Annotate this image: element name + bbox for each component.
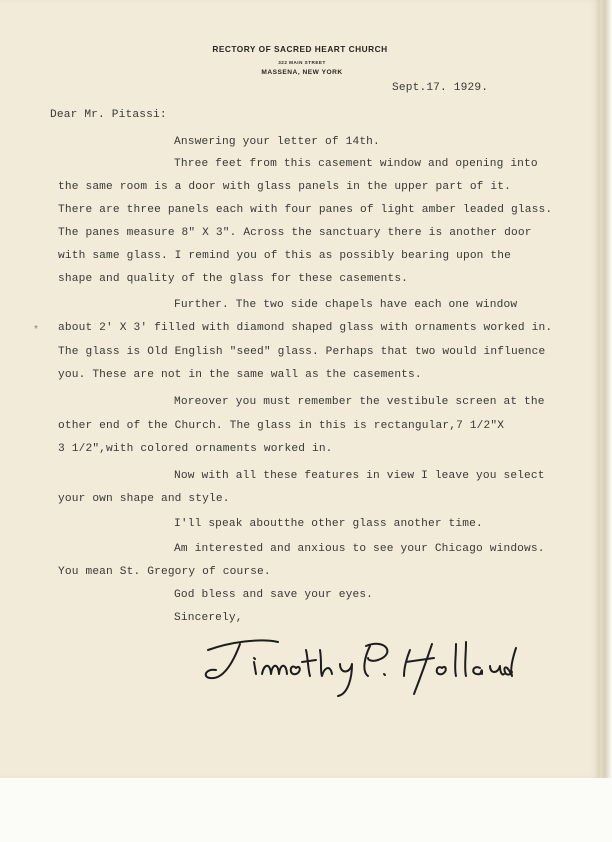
body-line: I'll speak aboutthe other glass another time.	[174, 518, 483, 530]
body-line: about 2' X 3' filled with diamond shaped glass with ornaments worked in.	[58, 322, 553, 334]
body-line: Three feet from this casement window and opening into	[174, 158, 538, 170]
closing: Sincerely,	[174, 612, 243, 624]
letter-date: Sept.17. 1929.	[392, 82, 489, 94]
body-line: Further. The two side chapels have each one window	[174, 299, 518, 311]
body-line: There are three panels each with four panes of light amber leaded glass.	[58, 204, 553, 216]
signature	[200, 628, 520, 718]
body-line: with same glass. I remind you of this as possibly bearing upon the	[58, 250, 511, 262]
body-line: you. These are not in the same wall as the casements.	[58, 369, 422, 381]
letterhead-street: 322 MAIN STREET	[278, 60, 326, 65]
body-line: Now with all these features in view I leave you select	[174, 470, 545, 482]
body-line: Am interested and anxious to see your Chicago windows.	[174, 543, 545, 555]
letterhead-city: MASSENA, NEW YORK	[261, 69, 343, 76]
body-line: The panes measure 8" X 3". Across the sanctuary there is another door	[58, 227, 532, 239]
letterhead-name: RECTORY OF SACRED HEART CHURCH	[212, 44, 388, 54]
body-line: shape and quality of the glass for these casements.	[58, 273, 409, 285]
body-line: the same room is a door with glass panels in the upper part of it.	[58, 181, 511, 193]
body-line: your own shape and style.	[58, 493, 230, 505]
body-line: The glass is Old English "seed" glass. Perhaps that two would influence	[58, 346, 546, 358]
body-line: 3 1/2",with colored ornaments worked in.	[58, 443, 333, 455]
body-line: Moreover you must remember the vestibule screen at the	[174, 396, 545, 408]
body-line: Answering your letter of 14th.	[174, 136, 380, 148]
body-line: other end of the Church. The glass in this is rectangular,7 1/2"X	[58, 420, 505, 432]
body-line: You mean St. Gregory of course.	[58, 566, 271, 578]
salutation: Dear Mr. Pitassi:	[50, 109, 167, 121]
margin-mark: *	[34, 324, 38, 335]
page-edge-shadow	[600, 0, 612, 778]
body-line: God bless and save your eyes.	[174, 589, 374, 601]
